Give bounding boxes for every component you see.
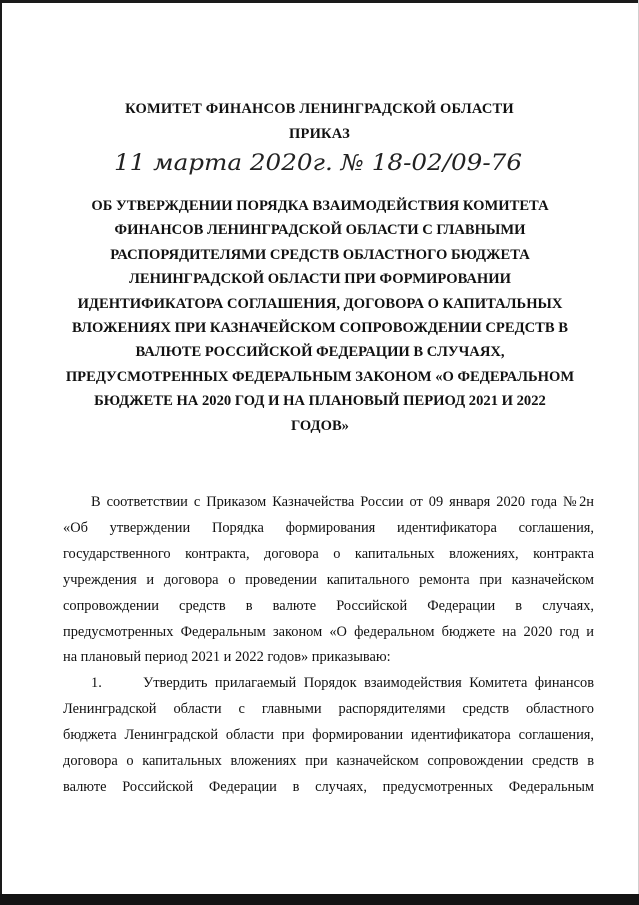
preamble-line: государственного контракта, договора о капитальных вложениях, контракта [63, 545, 594, 562]
document-type-heading: ПРИКАЗ [289, 126, 350, 142]
handwritten-text: 11 марта 2020г. № 18-02/09-76 [114, 151, 522, 176]
scan-edge-top [0, 0, 639, 3]
document-title [50, 194, 590, 438]
item-1-line: Утвердить прилагаемый Порядок взаимодействия Комитета финансов [143, 675, 594, 692]
preamble-line: учреждения и договора о проведении капитального ремонта при казначейском [63, 571, 594, 588]
preamble-line: на плановый период 2021 и 2022 годов» приказываю: [63, 649, 391, 666]
scan-edge-bottom [0, 894, 639, 905]
preamble-line: В соответствии с Приказом Казначейства России от 09 января 2020 года №2н [91, 494, 594, 510]
item-1-line: Ленинградской области с главными распорядителями средств областного [63, 701, 594, 718]
organization-heading: КОМИТЕТ ФИНАНСОВ ЛЕНИНГРАДСКОЙ ОБЛАСТИ [125, 101, 514, 117]
title-line: ВЛОЖЕНИЯХ ПРИ КАЗНАЧЕЙСКОМ СОПРОВОЖДЕНИИ СРЕДСТВ В [71, 320, 569, 337]
item-1-line: валюте Российской Федерации в случаях, предусмотренных Федеральным [63, 778, 594, 795]
handwritten-date-number [110, 142, 530, 182]
title-line: ВАЛЮТЕ РОССИЙСКОЙ ФЕДЕРАЦИИ В СЛУЧАЯХ, [135, 344, 505, 361]
preamble-line: предусмотренных Федеральным законом «О федеральном бюджете на 2020 год и [63, 623, 594, 640]
preamble-line: «Об утверждении Порядка формирования идентификатора соглашения, [63, 519, 594, 536]
title-line: ФИНАНСОВ ЛЕНИНГРАДСКОЙ ОБЛАСТИ С ГЛАВНЫМИ [114, 222, 526, 239]
title-line: РАСПОРЯДИТЕЛЯМИ СРЕДСТВ ОБЛАСТНОГО БЮДЖЕТА [110, 246, 530, 263]
document-body [63, 490, 594, 801]
item-1-number: 1. [91, 675, 102, 692]
title-line: ПРЕДУСМОТРЕННЫХ ФЕДЕРАЛЬНЫМ ЗАКОНОМ «О ФЕДЕРАЛЬНОМ [65, 368, 575, 385]
title-line: ОБ УТВЕРЖДЕНИИ ПОРЯДКА ВЗАИМОДЕЙСТВИЯ КОМИТЕТА [91, 198, 549, 214]
handwritten-signature-line [110, 142, 530, 182]
item-1-first-line [63, 671, 594, 697]
preamble-line: сопровождении средств в валюте Российской Федерации в случаях, [63, 597, 594, 614]
title-line: ЛЕНИНГРАДСКОЙ ОБЛАСТИ ПРИ ФОРМИРОВАНИИ [129, 271, 511, 288]
title-line: ИДЕНТИФИКАТОРА СОГЛАШЕНИЯ, ДОГОВОРА О КАПИТАЛЬНЫХ [77, 295, 563, 312]
item-1-line: договора о капитальных вложениях при казначейском сопровождении средств в [63, 753, 594, 770]
title-line: ГОДОВ» [291, 417, 349, 434]
title-line: БЮДЖЕТЕ НА 2020 ГОД И НА ПЛАНОВЫЙ ПЕРИОД 2021 И 2022 [94, 393, 546, 410]
item-1-line: бюджета Ленинградской области при формировании идентификатора соглашения, [63, 727, 594, 744]
